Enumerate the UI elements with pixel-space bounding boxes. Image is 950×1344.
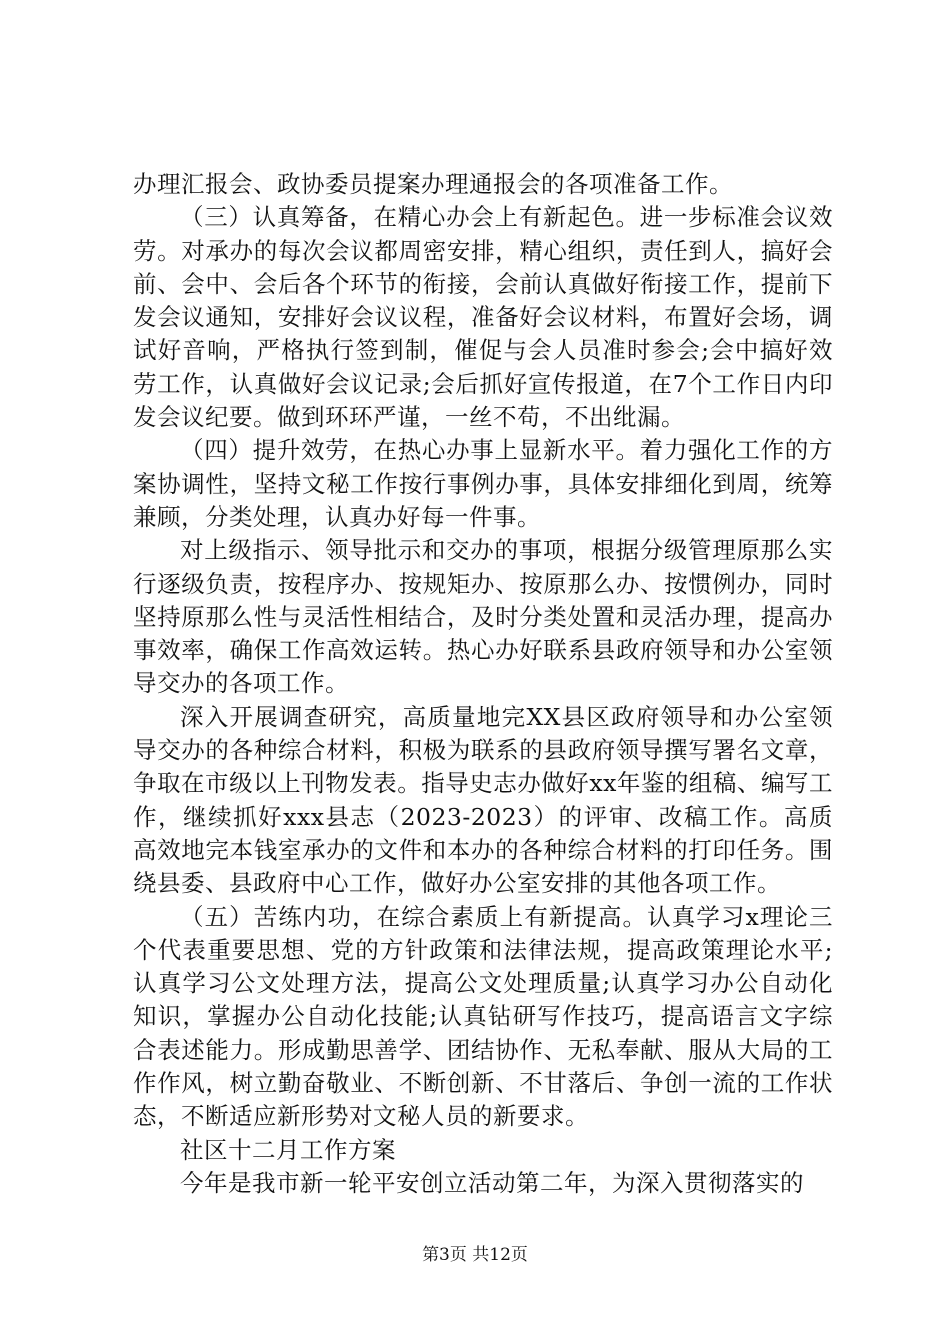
section-heading: 社区十二月工作方案 xyxy=(180,1135,396,1164)
paragraph-section-four: （四）提升效劳，在热心办事上显新水平。着力强化工作的方案协调性，坚持文秘工作按行事例办事，具体安排细化到周，统筹兼顾，分类处理，认真办好每一件事。 xyxy=(133,436,833,531)
paragraph-superior-instructions: 对上级指示、领导批示和交办的事项，根据分级管理原那么实行逐级负责，按程序办、按规矩办、按原那么办、按惯例办，同时坚持原那么性与灵活性相结合，及时分类处置和灵活办理，提高办事效率，确保工作高效运转。热心办好联系县政府领导和办公室领导交办的各项工作。 xyxy=(133,536,833,698)
paragraph-section-five: （五）苦练内功，在综合素质上有新提高。认真学习x理论三个代表重要思想、党的方针政策和法律法规，提高政策理论水平;认真学习公文处理方法，提高公文处理质量;认真学习办公自动化知识，掌握办公自动化技能;认真钻研写作技巧，提高语言文字综合表述能力。形成勤思善学、团结协作、无私奉献、服从大局的工作作风，树立勤奋敬业、不断创新、不甘落后、争创一流的工作状态，不断适应新形势对文秘人员的新要求。 xyxy=(133,902,833,1131)
paragraph-continuation: 办理汇报会、政协委员提案办理通报会的各项准备工作。 xyxy=(133,170,733,198)
document-body xyxy=(133,168,833,1200)
page-number-footer: 第3页 共12页 xyxy=(422,1245,528,1265)
paragraph-intro: 今年是我市新一轮平安创立活动第二年，为深入贯彻落实的 xyxy=(180,1168,804,1197)
paragraph-section-three: （三）认真筹备，在精心办会上有新起色。进一步标准会议效劳。对承办的每次会议都周密安排，精心组织，责任到人，搞好会前、会中、会后各个环节的衔接，会前认真做好衔接工作，提前下发会议通知，安排好会议议程，准备好会议材料，布置好会场，调试好音响，严格执行签到制，催促与会人员准时参会;会中搞好效劳工作，认真做好会议记录;会后抓好宣传报道，在7个工作日内印发会议纪要。做到环环严谨，一丝不苟，不出纰漏。 xyxy=(133,203,833,432)
paragraph-research: 深入开展调查研究，高质量地完XX县区政府领导和办公室领导交办的各种综合材料，积极为联系的县政府领导撰写署名文章，争取在市级以上刊物发表。指导史志办做好xx年鉴的组稿、编写工作，继续抓好xxx县志（2023-2023）的评审、改稿工作。高质高效地完本钱室承办的文件和本办的各种综合材料的打印任务。围绕县委、县政府中心工作，做好办公室安排的其他各项工作。 xyxy=(133,702,833,898)
